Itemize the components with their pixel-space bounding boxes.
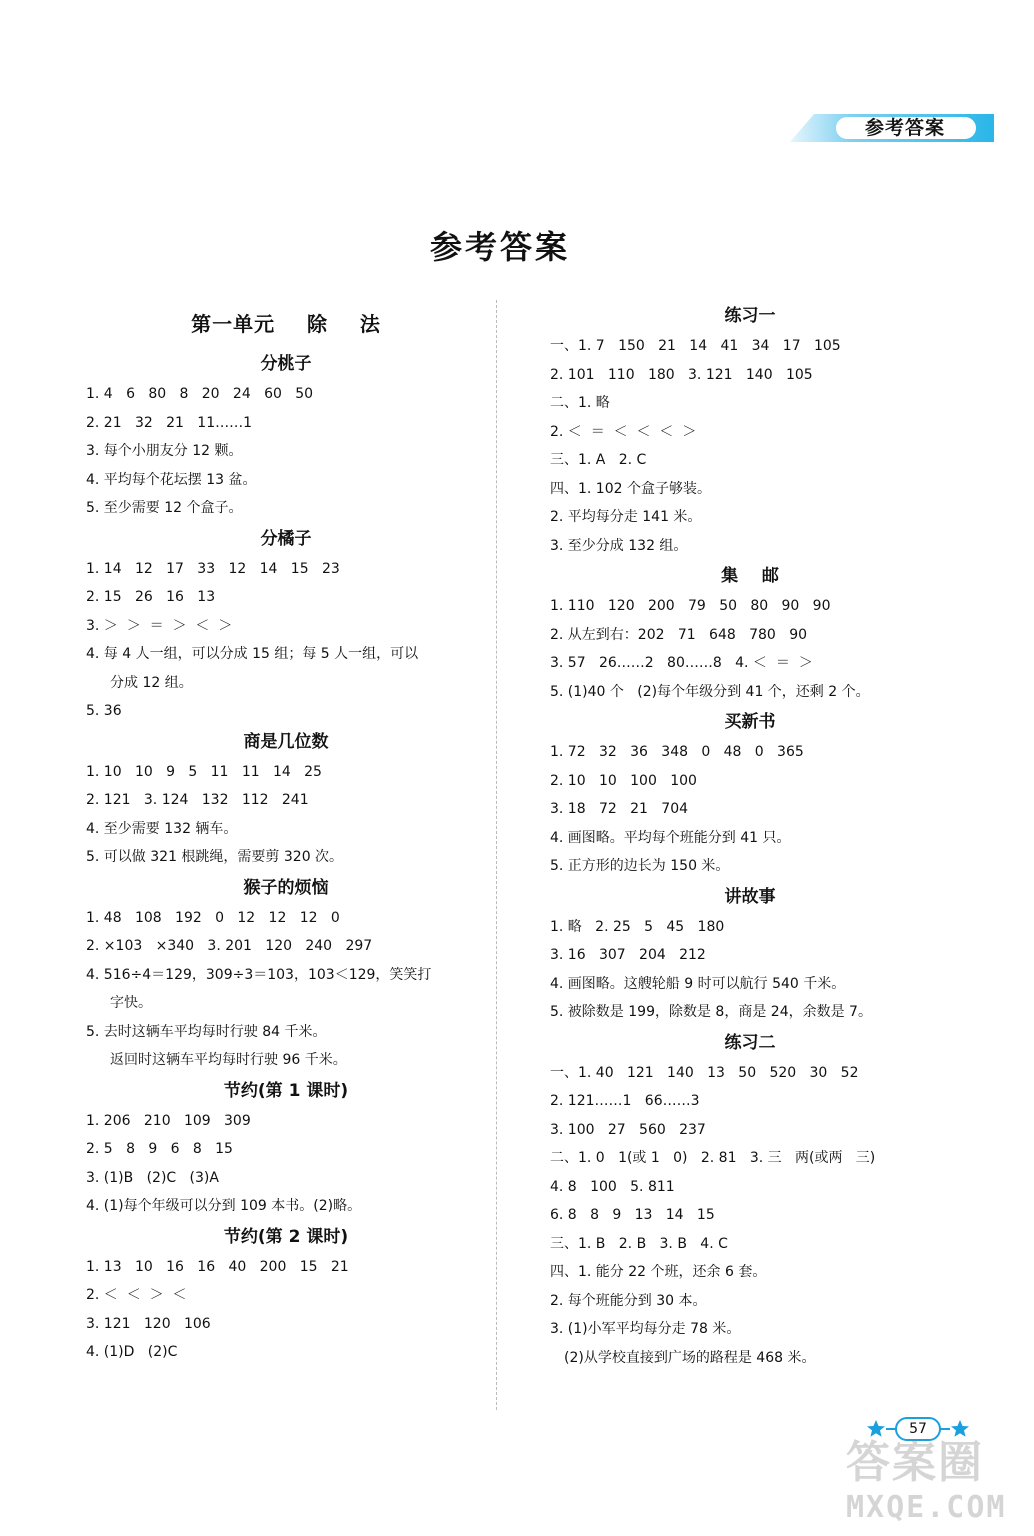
answer-line: 5. 36	[86, 703, 122, 719]
answer-line: 二、1. 略	[550, 395, 610, 411]
answer-line: 5. 正方形的边长为 150 米。	[550, 858, 730, 874]
answer-line: 4. 8 100 5. 811	[550, 1178, 675, 1195]
answer-line: 2. 15 26 16 13	[86, 589, 216, 605]
answer-line: 2. 从左到右：202 71 648 780 90	[550, 626, 808, 643]
page-title: 参考答案	[429, 228, 570, 266]
answer-line: 4. (1)D (2)C	[86, 1344, 178, 1360]
answer-line: 4. 至少需要 132 辆车。	[86, 820, 238, 837]
answer-line: 1. 13 10 16 16 40 200 15 21	[86, 1258, 349, 1275]
section-title: 节约(第 2 课时)	[223, 1226, 349, 1247]
answer-line: 三、1. A 2. C	[550, 452, 647, 468]
answer-line: 1. 14 12 17 33 12 14 15 23	[86, 560, 340, 577]
left-column	[86, 300, 486, 1367]
answer-line: 2. ＜ ＜ ＞ ＜	[86, 1287, 187, 1303]
answer-line: 1. 略 2. 25 5 45 180	[550, 918, 725, 935]
unit-title: 第一单元 除 法	[191, 312, 381, 336]
answer-line: 四、1. 能分 22 个班，还余 6 套。	[550, 1264, 767, 1280]
answer-line: 2. 21 32 21 11……1	[86, 414, 253, 431]
answer-line: 2. ＜ ＝ ＜ ＜ ＜ ＞	[550, 423, 697, 440]
header-tab-label: 参考答案	[864, 117, 945, 139]
answer-line: 1. 10 10 9 5 11 11 14 25	[86, 763, 322, 780]
answer-line: 5. 可以做 321 根跳绳，需要剪 320 次。	[86, 849, 344, 865]
answer-line: 3. (1)小军平均每分走 78 米。	[550, 1321, 741, 1337]
star-icon	[867, 1420, 885, 1437]
answer-line: 1. 110 120 200 79 50 80 90 90	[550, 598, 831, 614]
answer-line: 一、1. 40 121 140 13 50 520 30 52	[550, 1064, 859, 1081]
answer-line: 字快。	[110, 995, 152, 1011]
star-icon	[951, 1420, 969, 1437]
section-title: 买新书	[724, 712, 776, 732]
header-tab	[790, 112, 994, 144]
answer-line: 3. 每个小朋友分 12 颗。	[86, 443, 243, 459]
page-number: 57	[909, 1421, 927, 1437]
answer-line: 2. 10 10 100 100	[550, 772, 697, 789]
answer-line: 二、1. 0 1(或 1 0) 2. 81 3. 三 两(或两 三)	[550, 1150, 876, 1166]
answer-line: 3. 18 72 21 704	[550, 801, 689, 817]
answer-line: 3. 57 26……2 80……8 4. ＜ ＝ ＞	[550, 655, 813, 671]
answer-line: 1. 72 32 36 348 0 48 0 365	[550, 744, 804, 760]
answer-line: 3. 100 27 560 237	[550, 1121, 706, 1138]
section-title: 猴子的烦恼	[243, 877, 329, 898]
answer-line: 3. 121 120 106	[86, 1315, 211, 1332]
answer-line: 3. (1)B (2)C (3)A	[86, 1169, 219, 1186]
answer-line: 2. 101 110 180 3. 121 140 105	[550, 366, 813, 383]
answer-line: 三、1. B 2. B 3. B 4. C	[550, 1235, 728, 1252]
answer-line: 5. (1)40 个 (2)每个年级分到 41 个，还剩 2 个。	[550, 683, 870, 700]
answer-line: 四、1. 102 个盒子够装。	[550, 480, 711, 497]
column-divider	[496, 300, 497, 1410]
answer-line: 2. 121……1 66……3	[550, 1093, 700, 1109]
section-title: 节约(第 1 课时)	[223, 1080, 349, 1101]
answer-line: 4. 画图略。平均每个班能分到 41 只。	[550, 829, 791, 846]
answer-line: 6. 8 8 9 13 14 15	[550, 1207, 715, 1223]
answer-line: 4. 每 4 人一组，可以分成 15 组；每 5 人一组，可以	[86, 646, 419, 662]
section-title: 分桃子	[260, 354, 312, 374]
answer-line: 3. 至少分成 132 组。	[550, 537, 688, 554]
answer-line: 1. 206 210 109 309	[86, 1112, 251, 1129]
section-title: 练习二	[724, 1032, 776, 1053]
answer-line: 返回时这辆车平均每时行驶 96 千米。	[110, 1052, 347, 1068]
answer-line: 3. 16 307 204 212	[550, 947, 706, 963]
answer-line: 1. 4 6 80 8 20 24 60 50	[86, 386, 314, 402]
answer-line: 分成 12 组。	[110, 674, 193, 691]
section-title: 分橘子	[260, 528, 312, 549]
answer-line: 2. 5 8 9 6 8 15	[86, 1141, 233, 1157]
watermark-bottom-text: MXQE.COM	[846, 1490, 1007, 1525]
answer-line: 4. 画图略。这艘轮船 9 时可以航行 540 千米。	[550, 975, 846, 992]
section-title: 练习一	[724, 306, 776, 326]
answer-line: 5. 去时这辆车平均每时行驶 84 千米。	[86, 1023, 327, 1040]
watermark-top-text: 答案圈	[846, 1437, 984, 1488]
answer-line: 2. 121 3. 124 132 112 241	[86, 792, 309, 808]
answer-line: 2. 每个班能分到 30 本。	[550, 1292, 707, 1309]
answer-line: 1. 48 108 192 0 12 12 12 0	[86, 909, 340, 926]
answer-line: 4. (1)每个年级可以分到 109 本书。(2)略。	[86, 1198, 362, 1214]
answer-line: 5. 至少需要 12 个盒子。	[86, 500, 243, 516]
answer-line: 4. 516÷4＝129，309÷3＝103，103＜129，笑笑打	[86, 966, 432, 983]
answer-line: 一、1. 7 150 21 14 41 34 17 105	[550, 338, 841, 354]
answer-line: 2. ×103 ×340 3. 201 120 240 297	[86, 938, 373, 954]
answer-line: 5. 被除数是 199，除数是 8，商是 24，余数是 7。	[550, 1004, 872, 1020]
section-title: 讲故事	[724, 886, 776, 907]
answer-line: 4. 平均每个花坛摆 13 盆。	[86, 471, 257, 488]
watermark-logo	[846, 1436, 1007, 1532]
section-title: 商是几位数	[243, 731, 329, 752]
section-title: 集 邮	[721, 566, 779, 586]
answer-line: 2. 平均每分走 141 米。	[550, 509, 702, 525]
right-column	[550, 300, 950, 1372]
answer-line: 3. ＞ ＞ ＝ ＞ ＜ ＞	[86, 617, 233, 634]
answer-line: (2)从学校直接到广场的路程是 468 米。	[564, 1349, 816, 1366]
